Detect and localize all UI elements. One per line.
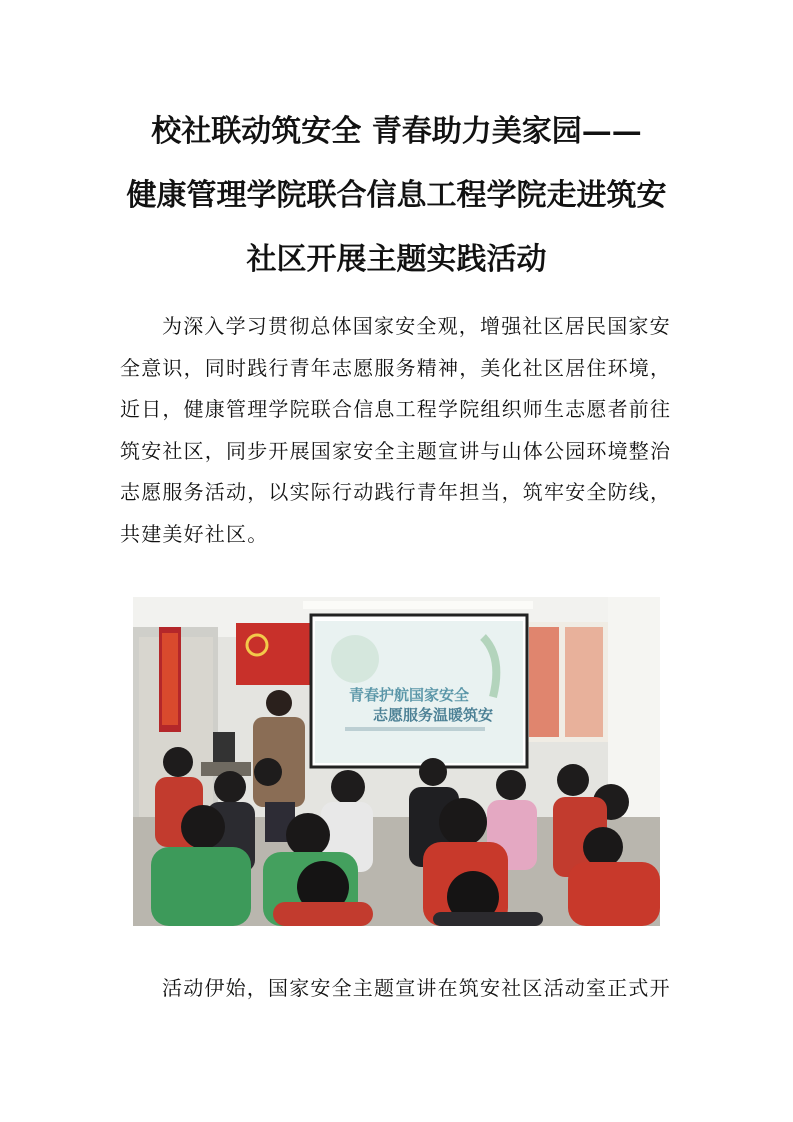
slide-title-line-1: 青春护航国家安全 [349,686,470,704]
title-line-1: 校社联动筑安全 青春助力美家园—— [151,114,642,149]
slide-title-line-2: 志愿服务温暖筑安 [373,706,494,724]
body-paragraph-2: 活动伊始，国家安全主题宣讲在筑安社区活动室正式开 [162,976,671,1000]
body-paragraph-1: 为深入学习贯彻总体国家安全观，增强社区居民国家安全意识，同时践行青年志愿服务精神，美化社区居住环境，近日，健康管理学院联合信息工程学院组织师生志愿者前往筑安社区，同步开展国家安全主题宣讲与山体公园环境整治志愿服务活动，以实际行动践行青年担当，筑牢安全防线，共建美好社区。 [120,314,672,546]
title-line-2: 健康管理学院联合信息工程学院走进筑安 [126,178,667,213]
article-title [60,100,733,292]
event-photo [133,597,660,926]
classroom-scene-illustration [133,597,660,926]
title-line-3: 社区开展主题实践活动 [246,242,547,277]
